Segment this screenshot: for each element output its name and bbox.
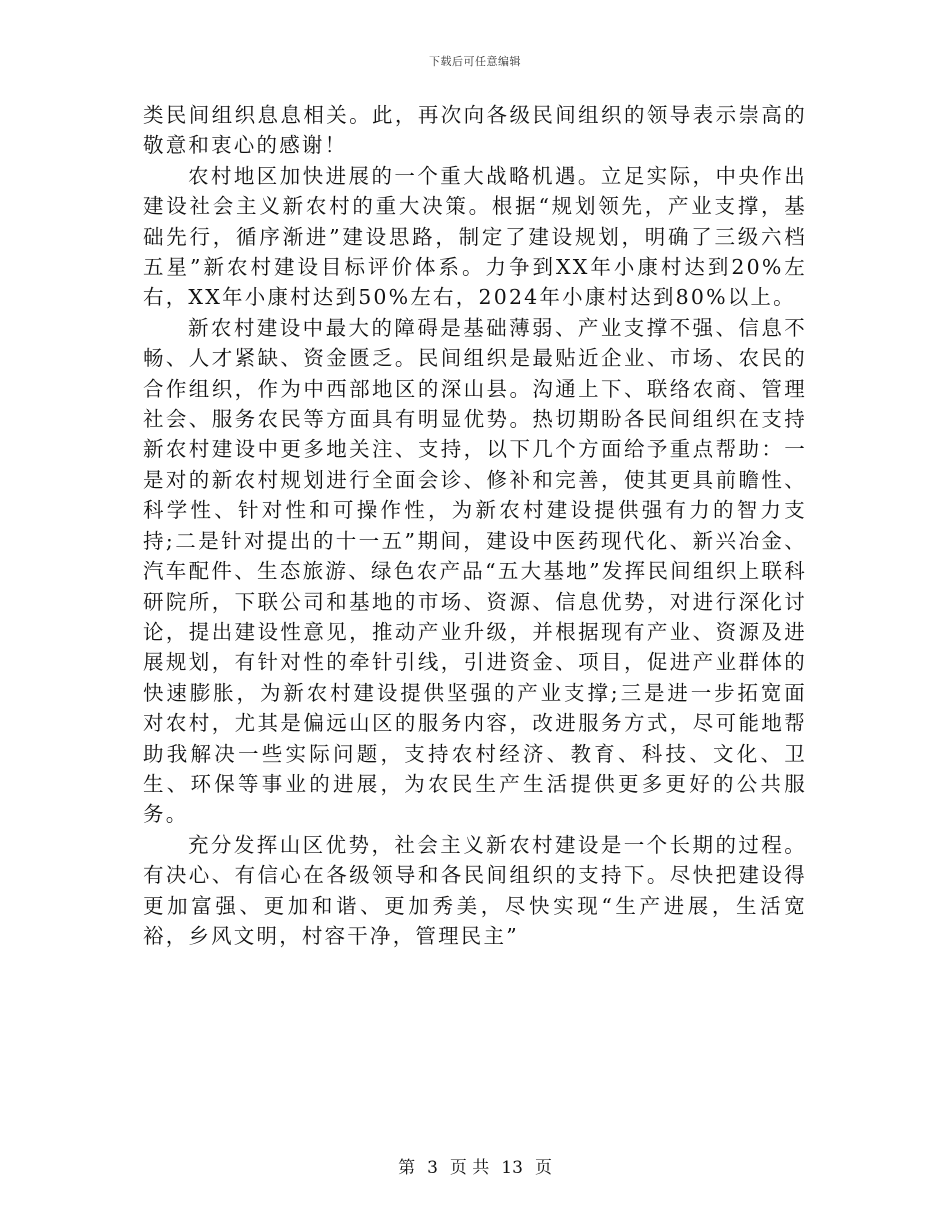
- page-label-prefix: 第: [398, 1158, 416, 1178]
- page-current-number: 3: [427, 1158, 438, 1178]
- page-label-suffix: 页: [534, 1158, 552, 1178]
- page-total-number: 13: [501, 1158, 523, 1178]
- page-label-middle: 页 共: [449, 1158, 490, 1178]
- paragraph-2: 农村地区加快进展的一个重大战略机遇。立足实际，中央作出建设社会主义新农村的重大决策。根据“规划领先，产业支撑，基础先行，循序渐进”建设思路，制定了建设规划，明确了三级六档五星”新农村建设目标评价体系。力争到XX年小康村达到20%左右，XX年小康村达到50%左右，2024年小康村达到80%以上。: [143, 163, 807, 310]
- paragraph-3: 新农村建设中最大的障碍是基础薄弱、产业支撑不强、信息不畅、人才紧缺、资金匮乏。民间组织是最贴近企业、市场、农民的合作组织，作为中西部地区的深山县。沟通上下、联络农商、管理社会、服务农民等方面具有明显优势。热切期盼各民间组织在支持新农村建设中更多地关注、支持，以下几个方面给予重点帮助：一是对的新农村规划进行全面会诊、修补和完善，使其更具前瞻性、科学性、针对性和可操作性，为新农村建设提供强有力的智力支持;二是针对提出的十一五”期间，建设中医药现代化、新兴冶金、汽车配件、生态旅游、绿色农产品“五大基地”发挥民间组织上联科研院所，下联公司和基地的市场、资源、信息优势，对进行深化讨论，提出建设性意见，推动产业升级，并根据现有产业、资源及进展规划，有针对性的牵针引线，引进资金、项目，促进产业群体的快速膨胀，为新农村建设提供坚强的产业支撑;三是进一步拓宽面对农村，尤其是偏远山区的服务内容，改进服务方式，尽可能地帮助我解决一些实际问题，支持农村经济、教育、科技、文化、卫生、环保等事业的进展，为农民生产生活提供更多更好的公共服务。: [143, 315, 807, 827]
- page-header-note: 下载后可任意编辑: [429, 55, 521, 68]
- paragraph-4: 充分发挥山区优势，社会主义新农村建设是一个长期的过程。有决心、有信心在各级领导和各民间组织的支持下。尽快把建设得更加富强、更加和谐、更加秀美，尽快实现“生产进展，生活宽裕，乡风文明，村容干净，管理民主”: [143, 832, 807, 948]
- document-body: [143, 100, 807, 951]
- paragraph-1: 类民间组织息息相关。此，再次向各级民间组织的领导表示崇高的敬意和衷心的感谢！: [143, 103, 807, 158]
- page-footer: [0, 1153, 950, 1178]
